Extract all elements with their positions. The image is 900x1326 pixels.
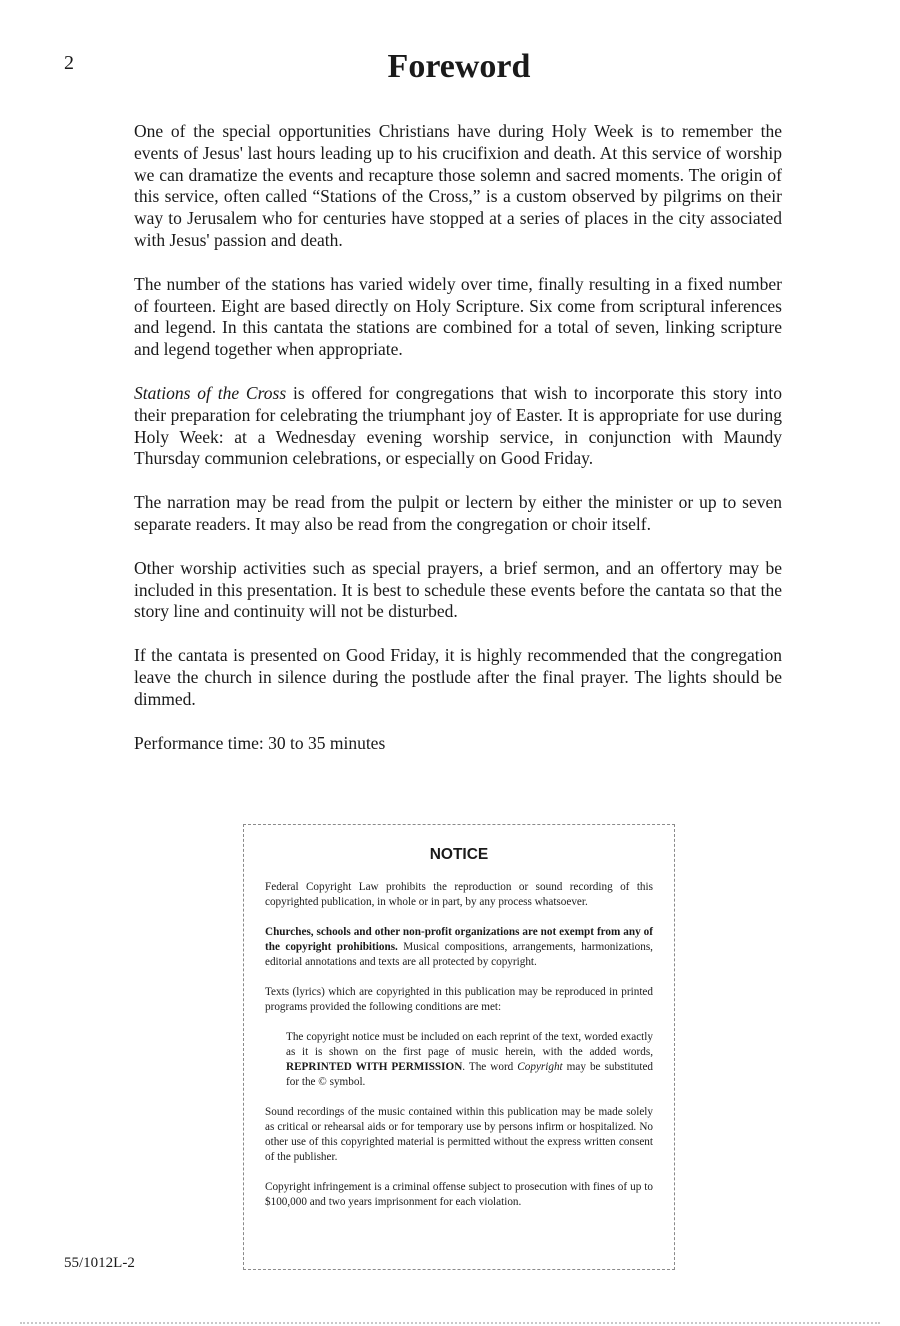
page-title: Foreword	[387, 48, 531, 85]
foreword-paragraph-good-friday: If the cantata is presented on Good Friday, it is highly recommended that the congregation leave the church in silence during the postlude after the final prayer. The lights should be dimmed.	[134, 645, 782, 709]
notice-paragraph-infringement: Copyright infringement is a criminal offense subject to prosecution with fines of up to $100,000 and two years imprisonment for each violation.	[265, 1181, 653, 1208]
notice-conditions-b: . The word	[462, 1061, 518, 1073]
notice-paragraph-conditions	[286, 1030, 653, 1090]
notice-title: NOTICE	[429, 846, 489, 863]
notice-copyright-italic: Copyright	[517, 1061, 563, 1073]
notice-conditions-a: The copyright notice must be included on each reprint of the text, worded exactly as it is shown on the first page of music herein, with the added words,	[286, 1031, 653, 1058]
notice-conditions-c: may be substituted for the © symbol.	[286, 1061, 653, 1088]
foreword-paragraph-activities: Other worship activities such as special prayers, a brief sermon, and an offertory may be included in this presentation. It is best to schedule these events before the cantata so that the story line and continuity will not be disturbed.	[134, 557, 782, 622]
foreword-paragraph-stations: The number of the stations has varied widely over time, finally resulting in a fixed number of fourteen. Eight are based directly on Holy Scripture. Six come from scriptural inferences and legend. In this cantata the stations are combined for a total of seven, linking scripture and legend together when appropriate.	[134, 273, 782, 360]
notice-paragraph-exempt	[265, 925, 653, 970]
catalog-code: 55/1012L-2	[64, 1255, 135, 1271]
usage-text: is offered for congregations that wish to incorporate this story into their preparation for celebrating the triumphant joy of Easter. It is appropriate for use during Holy Week: at a Wednesday evening worship service, in conjunction with Maundy Thursday communion celebrations, or especially on Good Friday.	[134, 382, 783, 469]
copyright-notice-box	[243, 824, 675, 1270]
notice-exempt-rest: Musical compositions, arrangements, harmonizations, editorial annotations and texts are all protected by copyright.	[265, 941, 653, 968]
page-number: 2	[64, 52, 74, 74]
notice-exempt-bold: Churches, schools and other non-profit organizations are not exempt from any of the copyright prohibitions.	[265, 926, 653, 953]
notice-paragraph-law: Federal Copyright Law prohibits the reproduction or sound recording of this copyrighted publication, in whole or in part, by any process whatsoever.	[265, 881, 653, 908]
scan-edge-divider	[20, 1316, 880, 1324]
cantata-title: Stations of the Cross	[134, 382, 287, 403]
notice-paragraph-lyrics: Texts (lyrics) which are copyrighted in this publication may be reproduced in printed programs provided the following conditions are met:	[265, 986, 653, 1013]
foreword-paragraph-narration: The narration may be read from the pulpit or lectern by either the minister or up to seven separate readers. It may also be read from the congregation or choir itself.	[134, 492, 782, 534]
performance-time: Performance time: 30 to 35 minutes	[134, 732, 386, 753]
foreword-body	[134, 121, 782, 776]
notice-paragraph-recordings: Sound recordings of the music contained within this publication may be made solely as critical or rehearsal aids or for temporary use by persons infirm or hospitalized. No other use of this copyrighted material is permitted without the express written consent of the publisher.	[265, 1106, 653, 1163]
foreword-paragraph-origin: One of the special opportunities Christians have during Holy Week is to remember the events of Jesus' last hours leading up to his crucifixion and death. At this service of worship we can dramatize the events and recapture those solemn and sacred moments. The origin of this service, often called “Stations of the Cross,” is a custom observed by pilgrims on their way to Jerusalem who for centuries have stopped at a series of places in the city associated with Jesus' passion and death.	[134, 121, 782, 250]
notice-reprinted-bold: REPRINTED WITH PERMISSION	[286, 1061, 463, 1073]
foreword-paragraph-usage	[134, 383, 782, 470]
